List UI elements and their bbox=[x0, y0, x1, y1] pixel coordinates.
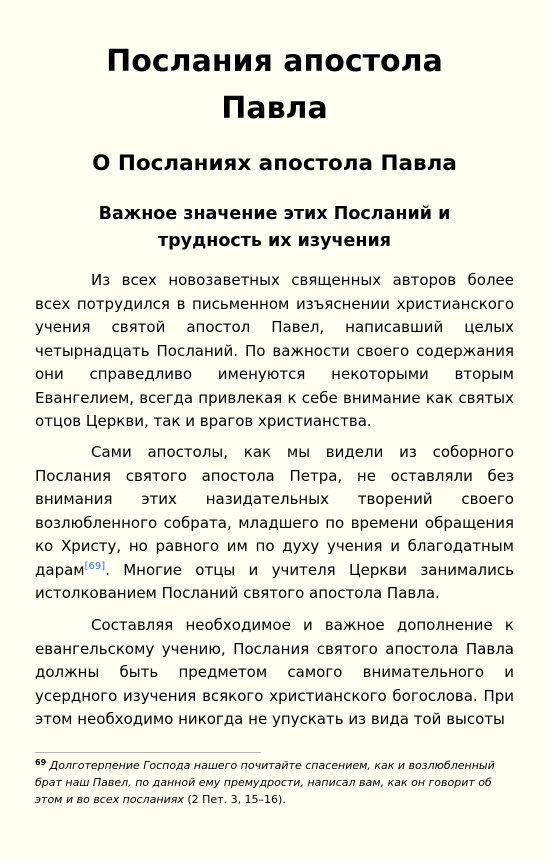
paragraph-3-text: Составляя необходимое и важное дополнение к евангельскому учению, Послания святого апостола Павла должны быть предметом самого внимательного и усердного изучения всякого христианского богослова. При этом необходимо никогда не упускать из вида той высоты bbox=[35, 616, 514, 728]
paragraph-1 bbox=[35, 269, 514, 434]
paragraph-1-text: Из всех новозаветных священных авторов более всех потрудился в письменном изъяснении христианского учения святой апостол Павел, написавший целых четырнадцать Посланий. По важности своего содержания они справедливо именуются некоторыми вторым Евангелием, всегда привлекая к себе внимание как святых отцов Церкви, так и врагов христианства. bbox=[35, 271, 514, 430]
paragraph-3 bbox=[35, 614, 514, 732]
footnote-source: (2 Пет. 3, 15–16). bbox=[183, 793, 286, 806]
subsection-title-line-1: Важное значение этих Посланий и bbox=[98, 204, 451, 224]
section-title: О Посланиях апостола Павла bbox=[92, 151, 457, 176]
paragraph-2-text-end: . Многие отцы и учителя Церкви занимались истолкованием Посланий святого апостола Павла. bbox=[35, 560, 514, 602]
footnote-reference-link[interactable]: [69] bbox=[84, 560, 106, 572]
chapter-title-line-2: Павла bbox=[221, 91, 328, 126]
chapter-title-line-1: Послания апостола bbox=[106, 44, 443, 79]
footnote bbox=[35, 757, 514, 808]
paragraph-2 bbox=[35, 441, 514, 606]
footnote-quote: Долготерпение Господа нашего почитайте спасением, как и возлюбленный брат наш Павел, по данной ему премудрости, написал вам, как он говорит об этом и во всех посланиях bbox=[35, 759, 495, 806]
footnote-number: 69 bbox=[35, 758, 47, 767]
footnote-divider bbox=[35, 752, 261, 753]
subsection-title bbox=[40, 201, 509, 255]
chapter-title bbox=[0, 38, 549, 132]
paragraph-2-text bbox=[35, 441, 514, 606]
paragraph-2-text-start: Сами апостолы, как мы видели из соборного Послания святого апостола Петра, не оставляли без внимания этих назидательных творений своего возлюбленного собрата, младшего по времени обращения ко Христу, но равного им по духу учения и благодатным дарам bbox=[35, 443, 514, 579]
subsection-title-line-2: трудность их изучения bbox=[158, 231, 391, 251]
